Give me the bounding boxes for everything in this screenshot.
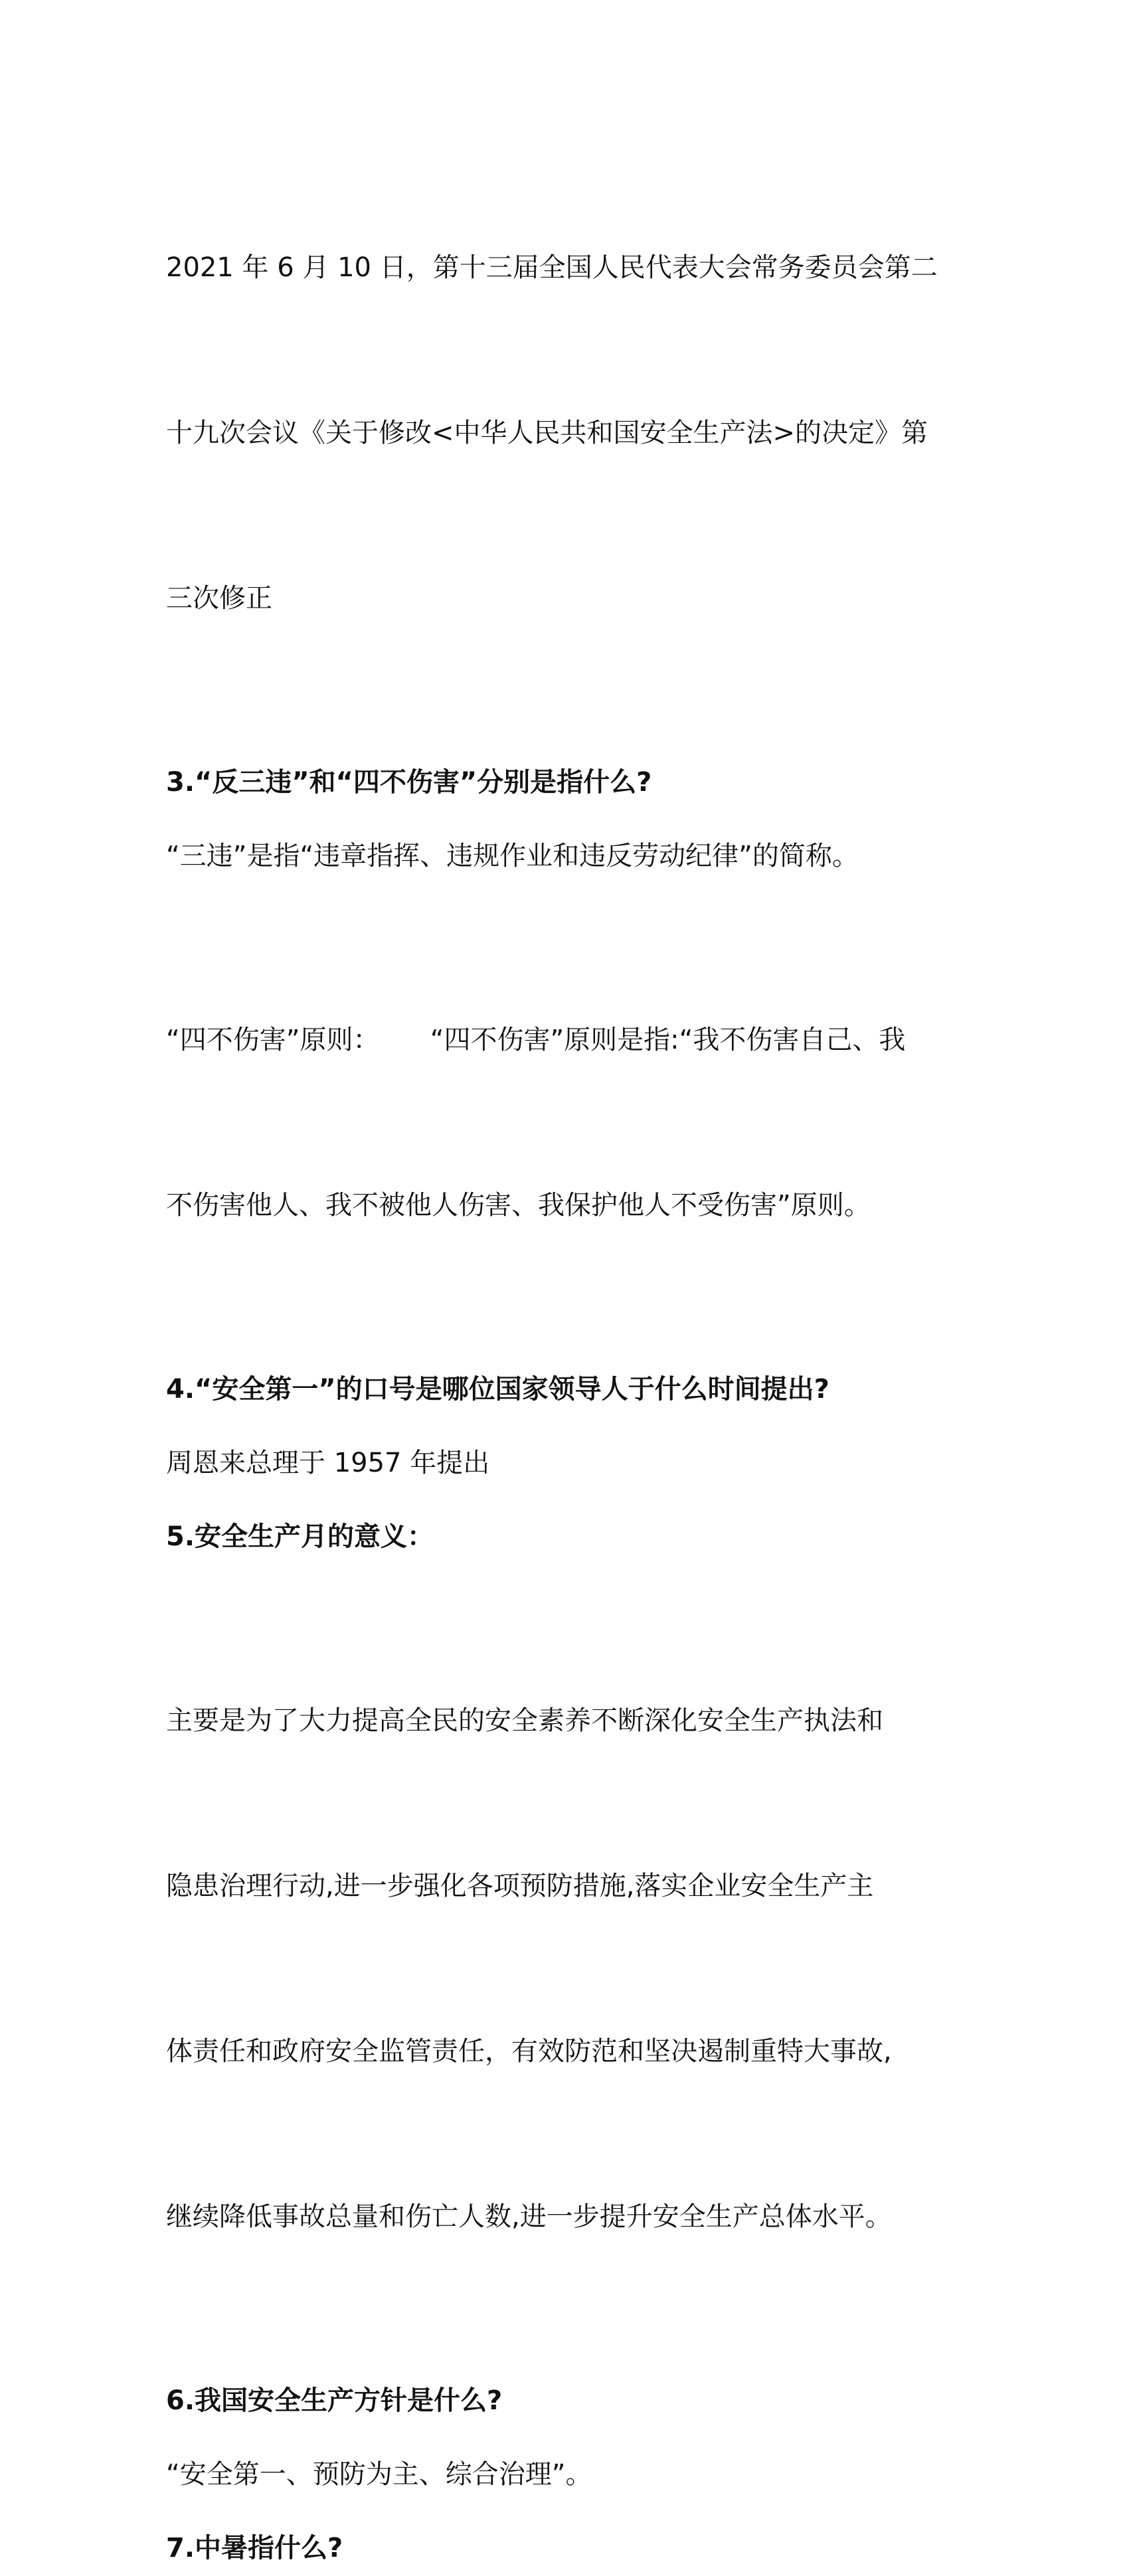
question-3-heading: 3.“反三违”和“四不伤害”分别是指什么? [166, 767, 652, 798]
intro-line: 十九次会议《关于修改<中华人民共和国安全生产法>的决定》第 [166, 418, 928, 448]
answer-line: 不伤害他人、我不被他人伤害、我保护他人不受伤害”原则。 [166, 1190, 871, 1221]
question-6-answer: “安全第一、预防为主、综合治理”。 [166, 2459, 592, 2490]
answer-line: “四不伤害”原则： “四不伤害”原则是指:“我不伤害自己、我 [166, 1025, 906, 1055]
document-page [166, 130, 983, 2576]
answer-line: 继续降低事故总量和伤亡人数,进一步提升安全生产总体水平。 [166, 2201, 892, 2232]
intro-paragraph [166, 130, 983, 736]
question-5-answer [166, 1583, 983, 2355]
question-3-answer-sanwei: “三违”是指“违章指挥、违规作业和违反劳动纪律”的简称。 [166, 841, 859, 871]
intro-line: 三次修正 [166, 583, 272, 614]
question-6-heading: 6.我国安全生产方针是什么? [166, 2385, 503, 2416]
question-4-answer: 周恩来总理于 1957 年提出 [166, 1448, 490, 1478]
answer-line: 主要是为了大力提高全民的安全素养不断深化安全生产执法和 [166, 1705, 883, 1736]
question-3-answer-sibushanghai [166, 902, 983, 1343]
question-4-heading: 4.“安全第一”的口号是哪位国家领导人于什么时间提出? [166, 1374, 829, 1405]
question-5-heading: 5.安全生产月的意义： [166, 1521, 434, 1552]
answer-line: 体责任和政府安全监管责任，有效防范和坚决遏制重特大事故, [166, 2036, 892, 2067]
answer-line: 隐患治理行动,进一步强化各项预防措施,落实企业安全生产主 [166, 1871, 874, 1901]
intro-line: 2021 年 6 月 10 日，第十三届全国人民代表大会常务委员会第二 [166, 252, 938, 283]
question-7-heading: 7.中暑指什么? [166, 2533, 343, 2563]
